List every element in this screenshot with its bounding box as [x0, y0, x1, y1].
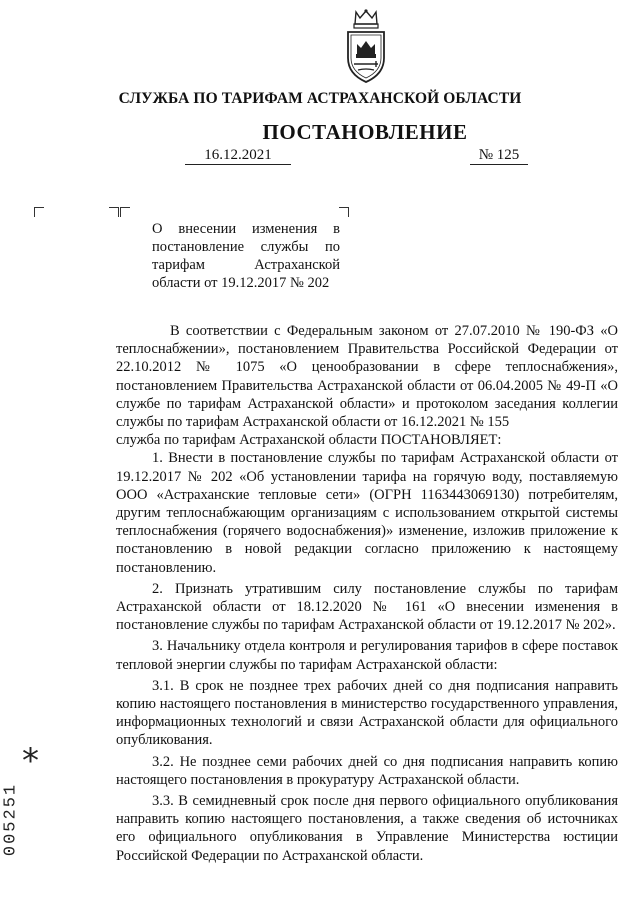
- subject-line: тарифам Астраханской: [152, 257, 340, 273]
- resolution-statement: служба по тарифам Астраханской области ПОСТАНОВЛЯЕТ:: [116, 432, 502, 449]
- subject-line: области от 19.12.2017 № 202: [152, 275, 330, 291]
- document-type-title: ПОСТАНОВЛЕНИЕ: [262, 120, 468, 144]
- margin-stamp-number: 005251: [1, 782, 21, 857]
- clause-3: 3. Начальнику отдела контроля и регулирования тарифов в сфере поставок тепловой энергии службы по тарифам Астраханской области:: [116, 638, 618, 673]
- clause-3-2: 3.2. Не позднее семи рабочих дней со дня подписания направить копию настоящего постановления в прокуратуру Астраханской области.: [116, 753, 618, 788]
- document-number: № 125: [470, 146, 528, 165]
- clause-2: 2. Признать утратившим силу постановление службы по тарифам Астраханской области от 18.12.2020 № 161 «О внесении изменения в постановление службы по тарифам Астраханской области от 19.12.2017 № 202».: [116, 580, 618, 634]
- margin-stamp-asterisk: *: [22, 741, 39, 781]
- corner-bracket: [339, 207, 349, 217]
- document-subject: [152, 220, 340, 292]
- document-date: 16.12.2021: [185, 146, 291, 165]
- subject-line: О внесении изменения в: [152, 221, 340, 237]
- clause-3-1: 3.1. В срок не позднее трех рабочих дней со дня подписания направить копию настоящего постановления в министерство государственного управления, информационных технологий и связи Астраханской области для официального опубликования.: [116, 677, 618, 749]
- coat-of-arms-emblem: [340, 8, 392, 88]
- subject-line: постановление службы по: [152, 239, 340, 255]
- document-body: [116, 322, 618, 865]
- corner-bracket: [34, 207, 44, 217]
- corner-bracket: [120, 207, 130, 217]
- preamble-paragraph: В соответствии с Федеральным законом от 27.07.2010 № 190-ФЗ «О теплоснабжении», постановлением Правительства Российской Федерации от 22.10.2012 № 1075 «О ценообразовании в сфере теплоснабжения», постановлением Правительства Астраханской области от 06.04.2005 № 49-П «О службе по тарифам Астраханской области» и протоколом заседания коллегии службы по тарифам Астраханской области от 16.12.2021 № 155: [116, 323, 618, 431]
- clause-3-3: 3.3. В семидневный срок после дня первого официального опубликования направить копию настоящего постановления, а также сведения об источниках его официального опубликования в Управление Министерства юстиции Российской Федерации по Астраханской области.: [116, 793, 618, 864]
- corner-bracket: [109, 207, 119, 217]
- organization-name: СЛУЖБА ПО ТАРИФАМ АСТРАХАНСКОЙ ОБЛАСТИ: [118, 90, 522, 107]
- clause-1: 1. Внести в постановление службы по тарифам Астраханской области от 19.12.2017 № 202 «Об установлении тарифа на горячую воду, поставляемую ООО «Астраханские тепловые сети» (ОГРН 1163443069130) потребителям, другим теплоснабжающим организациям с использованием открытой системы теплоснабжения (горячего водоснабжения)» изменение, изложив приложение к постановлению в новой редакции согласно приложению к настоящему постановлению.: [116, 450, 618, 576]
